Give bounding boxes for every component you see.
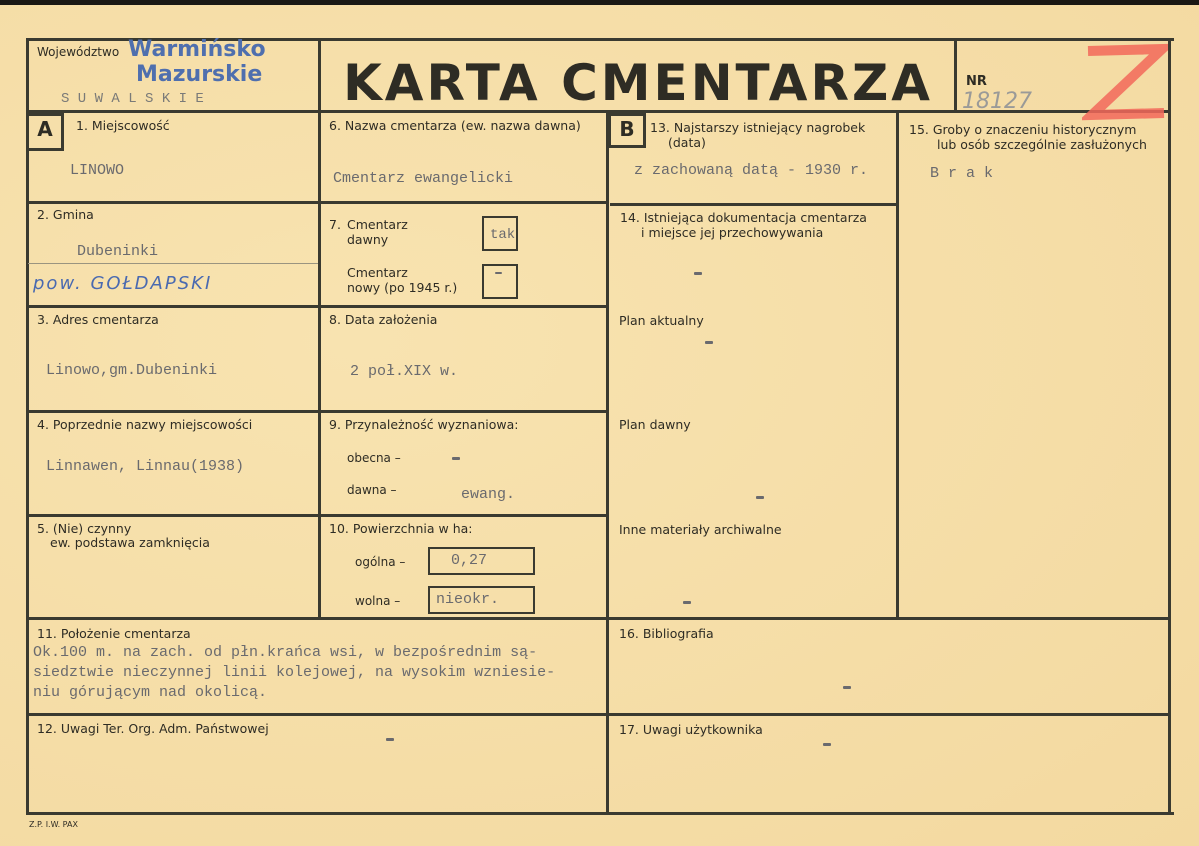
category-z-mark-icon (1082, 43, 1168, 123)
field-9-current-value-dash (452, 457, 460, 460)
field-14-label-line2: i miejsce jej przechowywania (641, 225, 824, 240)
divider-col1 (318, 38, 321, 618)
border-left (26, 38, 29, 815)
field-2-underline (28, 263, 318, 264)
field-7-new-checkbox[interactable] (482, 264, 518, 299)
border-bottom (26, 812, 1174, 815)
field-11-line1: Ok.100 m. na zach. od płn.krańca wsi, w bezpośrednim są- (33, 644, 538, 661)
divider-nr (954, 38, 957, 112)
plan-current-label: Plan aktualny (619, 313, 704, 328)
field-13-value: z zachowaną datą - 1930 r. (634, 162, 869, 179)
divider-col3 (896, 110, 899, 618)
field-7-new-label-line2: nowy (po 1945 r.) (347, 280, 458, 295)
field-16-value-dash (843, 686, 851, 689)
field-7-label-num: 7. (329, 217, 341, 232)
field-11-label: 11. Położenie cmentarza (37, 626, 191, 641)
field-14-label: 14. Istniejąca dokumentacja cmentarza (620, 210, 867, 225)
divider-row6 (26, 713, 1171, 716)
divider-row2 (26, 305, 606, 308)
divider-col2 (606, 110, 609, 815)
field-10-total-label: ogólna – (355, 555, 406, 569)
field-1-label: 1. Miejscowość (76, 118, 170, 133)
field-13-label-line2: (data) (668, 135, 706, 150)
section-a-marker: A (26, 113, 64, 151)
divider-b-row1 (610, 203, 896, 206)
voivodeship-label: Województwo (37, 45, 120, 59)
field-4-label: 4. Poprzednie nazwy miejscowości (37, 417, 253, 432)
voivodeship-stamp-line1: Warmińsko (128, 37, 266, 62)
plan-old-label: Plan dawny (619, 417, 691, 432)
field-9-current-label: obecna – (347, 451, 401, 465)
divider-row3 (26, 410, 606, 413)
field-17-label: 17. Uwagi użytkownika (619, 722, 763, 737)
voivodeship-typed: S U W A L S K I E (61, 91, 204, 107)
field-9-label: 9. Przynależność wyznaniowa: (329, 417, 519, 432)
field-7-old-label-line2: dawny (347, 232, 389, 247)
field-9-former-value: ewang. (461, 486, 516, 503)
divider-row4 (26, 514, 606, 517)
nr-label: NR (966, 74, 987, 89)
field-15-label-line2: lub osób szczególnie zasłużonych (937, 137, 1147, 152)
field-7-new-value-dash (495, 272, 502, 274)
field-10-free-input[interactable] (428, 586, 535, 614)
field-3-value: Linowo,gm.Dubeninki (46, 362, 218, 379)
cemetery-card (0, 5, 1199, 846)
field-17-value-dash (823, 743, 831, 746)
plan-current-value-dash (705, 341, 713, 344)
field-7-old-label: Cmentarz (347, 217, 408, 232)
border-right (1168, 38, 1171, 815)
divider-row1 (26, 201, 606, 204)
field-7-old-checkbox[interactable] (482, 216, 518, 251)
field-10-free-value: nieokr. (436, 591, 500, 608)
archive-label: Inne materiały archiwalne (619, 522, 782, 537)
field-4-value: Linnawen, Linnau(1938) (46, 458, 245, 475)
field-1-value: LINOWO (70, 162, 125, 179)
field-11-line2: siedztwie nieczynnej linii kolejowej, na wysokim wzniesie- (33, 664, 556, 681)
field-10-total-value: 0,27 (451, 552, 488, 569)
field-12-label: 12. Uwagi Ter. Org. Adm. Państwowej (37, 721, 269, 736)
field-2-label: 2. Gmina (37, 207, 94, 222)
field-5-label: 5. (Nie) czynny (37, 521, 132, 536)
plan-old-value-dash (756, 496, 764, 499)
field-2-handwritten-county: pow. GOŁDAPSKI (33, 273, 213, 294)
field-5-label-line2: ew. podstawa zamknięcia (50, 535, 210, 550)
field-11-line3: niu górującym nad okolicą. (33, 684, 268, 701)
field-6-value: Cmentarz ewangelicki (333, 170, 514, 187)
field-6-label: 6. Nazwa cmentarza (ew. nazwa dawna) (329, 118, 581, 133)
field-8-value: 2 poł.XIX w. (350, 363, 459, 380)
field-10-total-input[interactable] (428, 547, 535, 575)
field-15-value: B r a k (930, 165, 994, 182)
field-2-value: Dubeninki (77, 243, 159, 260)
printer-imprint: Z.P. I.W. PAX (29, 820, 78, 829)
field-10-free-label: wolna – (355, 594, 401, 608)
field-10-label: 10. Powierzchnia w ha: (329, 521, 473, 536)
field-14-value-dash (694, 272, 702, 275)
archive-value-dash (683, 601, 691, 604)
section-b-marker: B (608, 113, 646, 148)
field-8-label: 8. Data założenia (329, 312, 438, 327)
page-title: KARTA CMENTARZA (343, 54, 933, 112)
field-16-label: 16. Bibliografia (619, 626, 714, 641)
field-13-label: 13. Najstarszy istniejący nagrobek (650, 120, 866, 135)
divider-row5 (26, 617, 1171, 620)
field-7-old-value: tak (490, 227, 516, 243)
field-12-value-dash (386, 738, 394, 741)
field-7-new-label: Cmentarz (347, 265, 408, 280)
nr-value: 18127 (962, 89, 1032, 114)
field-9-former-label: dawna – (347, 483, 397, 497)
field-15-label: 15. Groby o znaczeniu historycznym (909, 122, 1137, 137)
field-3-label: 3. Adres cmentarza (37, 312, 159, 327)
voivodeship-stamp-line2: Mazurskie (136, 62, 263, 87)
